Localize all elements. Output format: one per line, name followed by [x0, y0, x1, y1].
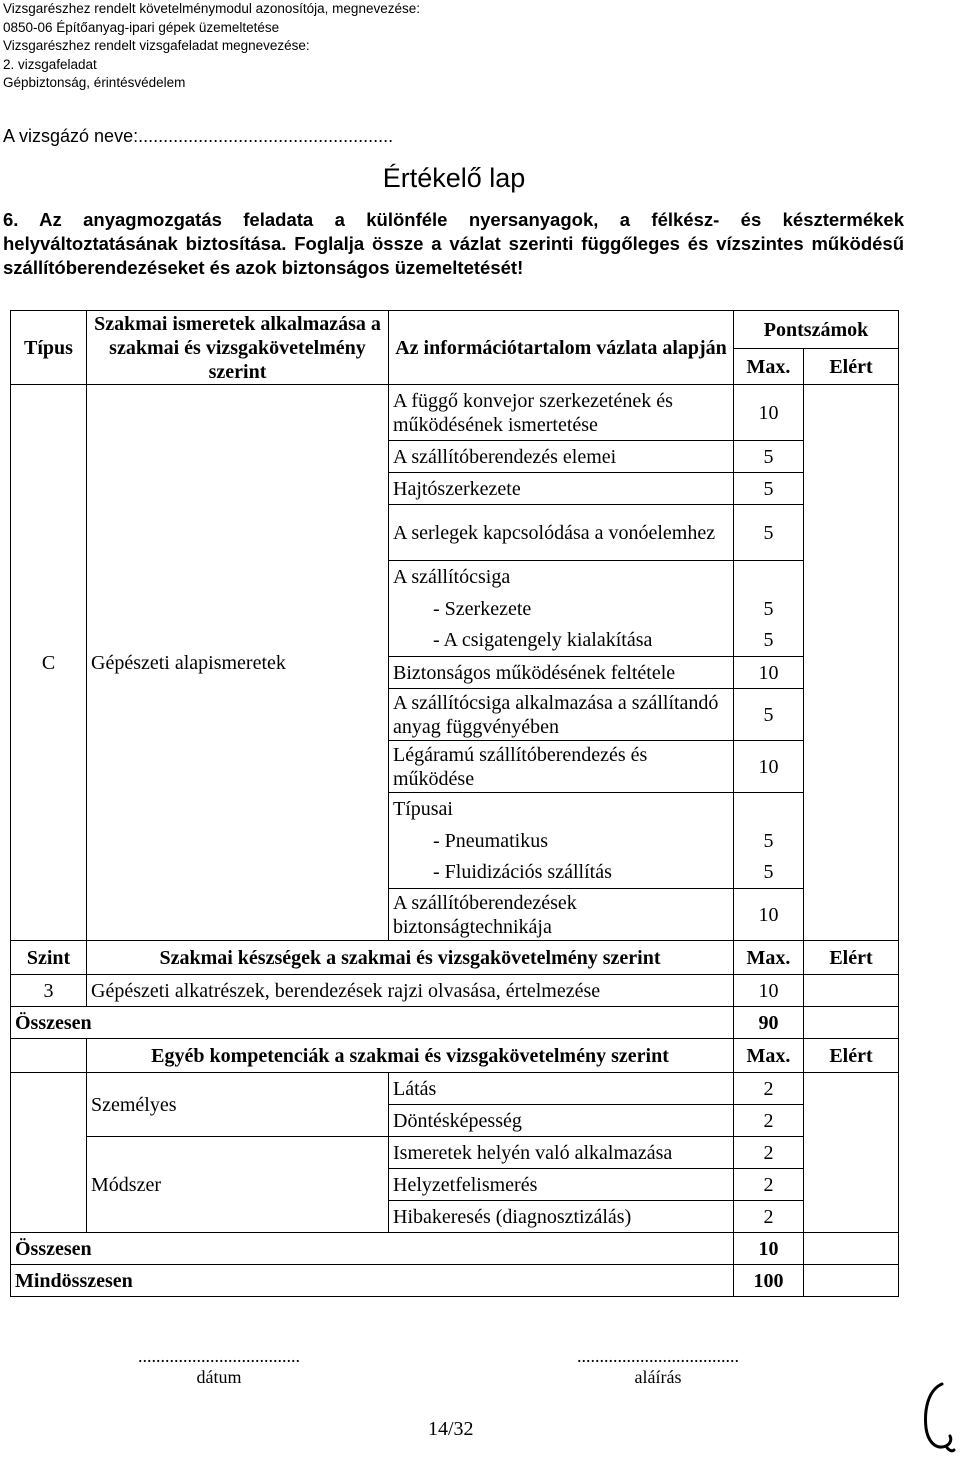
subtotal-value: 10 [734, 1233, 804, 1265]
subtotal-label: Összesen [11, 1233, 734, 1265]
subtotal-value: 90 [734, 1007, 804, 1039]
candidate-name-line: A vizsgázó neve:................................................... [3, 126, 394, 146]
document-header [3, 0, 420, 93]
content-subitem: - Szerkezete [389, 593, 734, 625]
achieved-points [804, 385, 899, 941]
max-points [734, 793, 804, 825]
header-line: Vizsgarészhez rendelt vizsgafeladat megnevezése: [3, 38, 310, 54]
skills-header: Szakmai készségek a szakmai és vizsgakövetelmény szerint [87, 941, 734, 975]
achieved-header: Elért [804, 349, 899, 385]
col-content-header: Az információtartalom vázlata alapján [389, 311, 734, 385]
achieved-header: Elért [804, 1039, 899, 1073]
col-knowledge-header: Szakmai ismeretek alkalmazása a szakmai és vizsgakövetelmény szerint [87, 311, 389, 385]
content-item: Légáramú szállítóberendezés és működése [389, 741, 734, 793]
date-field [88, 1346, 350, 1388]
content-item: A függő konvejor szerkezetének és működésének ismertetése [389, 385, 734, 441]
evaluation-table [10, 310, 899, 1297]
task-description: 6. Az anyagmozgatás feladata a különféle nyersanyagok, a félkész- és késztermékek helyváltoztatásának biztosítása. Foglalja össze a vázlat szerinti függőleges és vízszintes működésű szállítóberendezéseket és azok biztonságos üzemeltetését! [3, 209, 904, 278]
col-points-header: Pontszámok [734, 311, 899, 349]
max-points: 10 [734, 657, 804, 689]
achieved-points [804, 1073, 899, 1233]
header-line: 2. vizsgafeladat [3, 56, 97, 72]
grand-total-label: Mindösszesen [11, 1265, 734, 1297]
max-points: 2 [734, 1169, 804, 1201]
max-points: 5 [734, 825, 804, 857]
header-line: 0850-06 Építőanyag-ipari gépek üzemeltetése [3, 19, 280, 35]
achieved-points [804, 1233, 899, 1265]
competency-item: Hibakeresés (diagnosztizálás) [389, 1201, 734, 1233]
grand-total-value: 100 [734, 1265, 804, 1297]
other-competencies-header: Egyéb kompetenciák a szakmai és vizsgakövetelmény szerint [87, 1039, 734, 1073]
max-header: Max. [734, 349, 804, 385]
max-points: 10 [734, 889, 804, 941]
achieved-points [804, 975, 899, 1007]
content-item: Biztonságos működésének feltétele [389, 657, 734, 689]
page-title: Értékelő lap [382, 163, 526, 193]
max-points: 5 [734, 505, 804, 561]
competency-group: Személyes [87, 1073, 389, 1137]
competency-item: Ismeretek helyén való alkalmazása [389, 1137, 734, 1169]
max-points: 10 [734, 385, 804, 441]
max-points: 2 [734, 1137, 804, 1169]
max-points: 5 [734, 473, 804, 505]
header-line: Gépbiztonság, érintésvédelem [3, 75, 186, 91]
skill-item: Gépészeti alkatrészek, berendezések rajzi olvasása, értelmezése [87, 975, 734, 1007]
max-points [734, 561, 804, 593]
content-item: A szállítóberendezések biztonságtechnikája [389, 889, 734, 941]
signature-label: aláírás [634, 1367, 682, 1387]
content-subitem: - Pneumatikus [389, 825, 734, 857]
content-item: A serlegek kapcsolódása a vonóelemhez [389, 505, 734, 561]
max-header: Max. [734, 941, 804, 975]
subtotal-label: Összesen [11, 1007, 734, 1039]
content-item: Hajtószerkezete [389, 473, 734, 505]
content-item: A szállítócsiga alkalmazása a szállítandó anyag függvényében [389, 689, 734, 741]
handwritten-mark [920, 1380, 956, 1456]
content-subitem: - Fluidizációs szállítás [389, 857, 734, 889]
level-header: Szint [11, 941, 87, 975]
max-points: 2 [734, 1073, 804, 1105]
content-subitem: - A csigatengely kialakítása [389, 625, 734, 657]
knowledge-area: Gépészeti alapismeretek [87, 385, 389, 941]
type-value: C [11, 385, 87, 941]
max-points: 5 [734, 689, 804, 741]
competency-group: Módszer [87, 1137, 389, 1233]
competency-item: Helyzetfelismerés [389, 1169, 734, 1201]
achieved-header: Elért [804, 941, 899, 975]
max-points: 5 [734, 857, 804, 889]
max-points: 5 [734, 625, 804, 657]
max-points: 2 [734, 1105, 804, 1137]
col-type-header: Típus [11, 311, 87, 385]
signature-dots: .................................... [577, 1346, 739, 1366]
max-header: Max. [734, 1039, 804, 1073]
content-item: Típusai [389, 793, 734, 825]
header-line: Vizsgarészhez rendelt követelménymodul azonosítója, megnevezése: [3, 1, 420, 16]
max-points: 5 [734, 441, 804, 473]
page-number: 14/32 [428, 1418, 474, 1440]
date-dots: .................................... [138, 1346, 300, 1366]
content-item: A szállítóberendezés elemei [389, 441, 734, 473]
achieved-points [804, 1265, 899, 1297]
content-item: A szállítócsiga [389, 561, 734, 593]
empty-cell [11, 1073, 87, 1233]
competency-item: Látás [389, 1073, 734, 1105]
max-points: 2 [734, 1201, 804, 1233]
signature-field [527, 1346, 789, 1388]
achieved-points [804, 1007, 899, 1039]
max-points: 5 [734, 593, 804, 625]
date-label: dátum [196, 1367, 242, 1387]
empty-cell [11, 1039, 87, 1073]
skill-level: 3 [11, 975, 87, 1007]
max-points: 10 [734, 975, 804, 1007]
max-points: 10 [734, 741, 804, 793]
competency-item: Döntésképesség [389, 1105, 734, 1137]
